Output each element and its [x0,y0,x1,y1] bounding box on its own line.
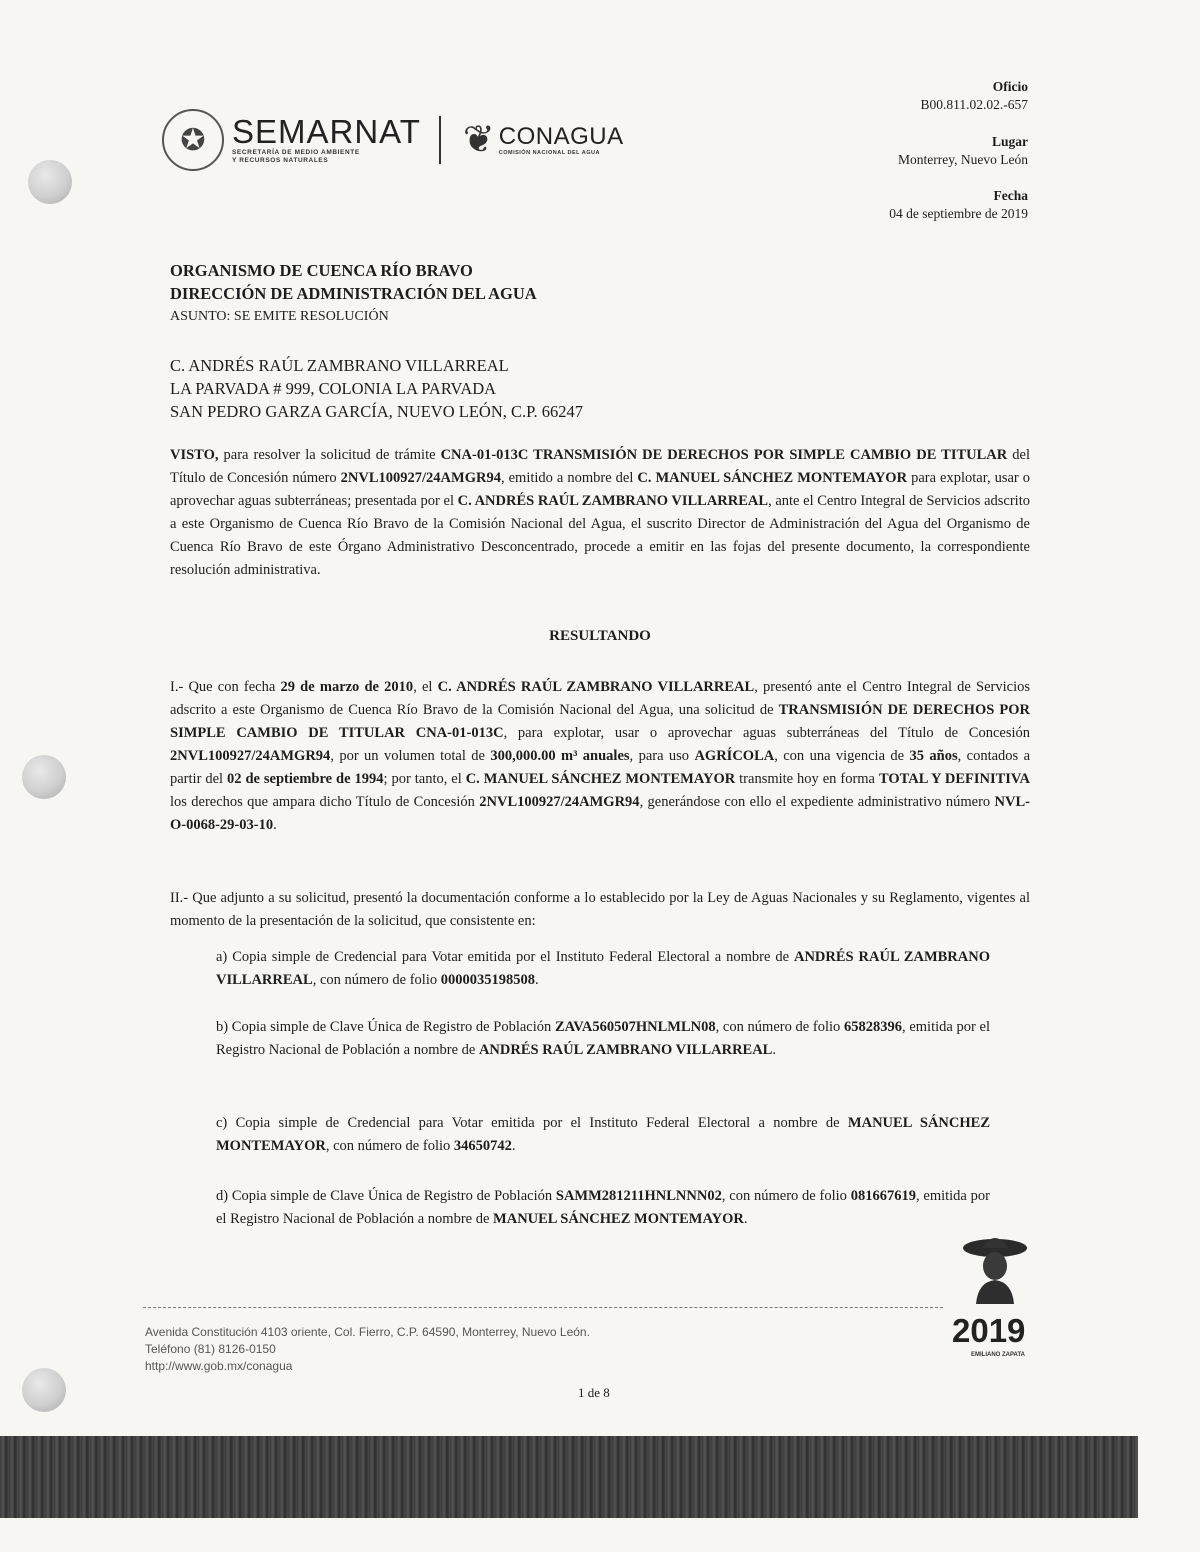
section-title: RESULTANDO [549,628,651,644]
scan-artifact-band [0,1436,1138,1518]
recipient-name: C. ANDRÉS RAÚL ZAMBRANO VILLARREAL [170,356,509,375]
text-bold: AGRÍCOLA [694,748,775,764]
lugar-value: Monterrey, Nuevo León [898,152,1028,167]
text-bold: ZAVA560507HNLMLN08 [554,1019,716,1035]
footer-contact [145,1324,590,1375]
text: . [511,1138,516,1154]
text: para resolver la solicitud de trámite [218,447,441,463]
text: a) Copia simple de Credencial para Votar emitida por el Instituto Federal Electoral a nombre de [216,949,794,965]
text: , para explotar, usar o aprovechar aguas subterráneas del Título de Concesión [503,725,1030,741]
text: , emitido a nombre del [500,470,638,486]
item-b [216,1016,990,1062]
text-bold: C. ANDRÉS RAÚL ZAMBRANO VILLARREAL [437,679,755,695]
text-bold: 02 de septiembre de 1994 [227,771,384,787]
visto-paragraph [170,444,1030,582]
text-bold: CNA-01-013C TRANSMISIÓN DE DERECHOS POR SIMPLE CAMBIO DE TITULAR [440,447,1008,463]
semarnat-wordmark: SEMARNAT [232,113,421,150]
text: los derechos que ampara dicho Título de Concesión [170,794,480,810]
text: ; por tanto, el [383,771,466,787]
text-bold: MANUEL SÁNCHEZ MONTEMAYOR [493,1211,744,1227]
lugar-label: Lugar [991,134,1028,149]
punch-hole [22,1368,66,1412]
text-bold: ANDRÉS RAÚL ZAMBRANO VILLARREAL [216,949,990,988]
footer-url[interactable]: http://www.gob.mx/conagua [145,1359,293,1373]
footer-address: Avenida Constitución 4103 oriente, Col. Fierro, C.P. 64590, Monterrey, Nuevo León. [145,1325,590,1339]
recipient-city: SAN PEDRO GARZA GARCÍA, NUEVO LEÓN, C.P. 66247 [170,402,583,421]
footer-divider [143,1307,943,1308]
text: , emitida por el Registro Nacional de Población a nombre de [216,1188,990,1227]
text: . [743,1211,748,1227]
text-bold: 65828396 [844,1019,902,1035]
text-bold: TRANSMISIÓN DE DERECHOS POR SIMPLE CAMBIO DE TITULAR CNA-01-013C [170,702,1030,741]
zapata-portrait-icon [962,1228,1028,1304]
text: , con número de folio [325,1138,454,1154]
text: para explotar, usar o aprovechar aguas subterráneas; presentada por el [170,470,1030,509]
text-bold: ANDRÉS RAÚL ZAMBRANO VILLARREAL [478,1042,773,1058]
text: b) Copia simple de Clave Única de Registro de Población [216,1019,555,1035]
year-emblem: 2019 [952,1312,1026,1349]
text-bold: 2NVL100927/24AMGR94 [479,794,640,810]
text: . [273,817,277,833]
text-bold: C. ANDRÉS RAÚL ZAMBRANO VILLARREAL [457,493,769,509]
text-bold: 300,000.00 m³ anuales [490,748,630,764]
item-a [216,946,990,992]
text: c) Copia simple de Credencial para Votar emitida por el Instituto Federal Electoral a nombre de [216,1115,848,1131]
text-bold: 2NVL100927/24AMGR94 [340,470,501,486]
organism-heading [170,259,537,328]
text: , para uso [629,748,695,764]
item-d [216,1185,990,1231]
text: , contados a partir del [170,748,1031,787]
text-bold: 29 de marzo de 2010 [280,679,414,695]
page-number: 1 de 8 [578,1385,610,1400]
conagua-wordmark: CONAGUA [498,122,624,150]
text: , emitida por el Registro Nacional de Población a nombre de [216,1019,990,1058]
text-bold: C. MANUEL SÁNCHEZ MONTEMAYOR [637,470,908,486]
text: , con número de folio [721,1188,851,1204]
semarnat-subtitle: SECRETARÍA DE MEDIO AMBIENTE [232,149,360,156]
text-bold: 34650742 [453,1138,512,1154]
text-bold: VISTO, [170,447,219,463]
text: transmite hoy en forma [735,771,879,787]
year-emblem-subtitle: EMILIANO ZAPATA [971,1352,1025,1358]
water-drop-icon: ❦ [462,119,495,161]
text: . [772,1042,776,1058]
text-bold: MANUEL SÁNCHEZ MONTEMAYOR [216,1115,990,1154]
text: I.- Que con fecha [170,679,281,695]
text: d) Copia simple de Clave Única de Registro de Población [216,1188,556,1204]
recipient-address: LA PARVADA # 999, COLONIA LA PARVADA [170,379,497,398]
text: , presentó ante el Centro Integral de Servicios adscrito a este Organismo de Cuenca Río Bravo de la Comisión Nacional del Agua, una solicitud de [170,679,1031,718]
text-bold: NVL-O-0068-29-03-10 [170,794,1030,833]
fecha-label: Fecha [993,188,1028,203]
text: , con número de folio [715,1019,844,1035]
text-bold: 081667619 [850,1188,916,1204]
semarnat-subtitle: Y RECURSOS NATURALES [232,157,329,164]
punch-hole [22,755,66,799]
organism-name: ORGANISMO DE CUENCA RÍO BRAVO [170,261,473,280]
text: , ante el Centro Integral de Servicios adscrito a este Organismo de Cuenca Río Bravo de la Comisión Nacional del Agua, el suscrito Director de Administración del Agua del Organismo de Cuenca Río Bravo de este Órgano Administrativo Desconcentrado, procede a emitir en las fojas del presente documento, la correspondiente resolución administrativa. [170,493,1030,578]
asunto: ASUNTO: SE EMITE RESOLUCIÓN [170,309,389,324]
text-bold: 2NVL100927/24AMGR94 [170,748,331,764]
conagua-logo [499,124,624,157]
text-bold: SAMM281211HNLNNN02 [555,1188,722,1204]
text: del Título de Concesión número [170,447,1031,486]
fecha-block [889,187,1028,223]
direction-name: DIRECCIÓN DE ADMINISTRACIÓN DEL AGUA [170,284,537,303]
logo-divider [439,116,441,164]
text: , el [413,679,438,695]
oficio-value: B00.811.02.02.-657 [920,97,1028,112]
item-c [216,1112,990,1158]
header-logos [162,108,624,172]
mexico-seal-icon: ✪ [162,109,224,171]
text-bold: 0000035198508 [440,972,535,988]
punch-hole [28,160,72,204]
text-bold: C. MANUEL SÁNCHEZ MONTEMAYOR [465,771,736,787]
text: , con número de folio [312,972,441,988]
text: . [535,972,539,988]
oficio-block [921,78,1029,114]
semarnat-logo [232,115,421,165]
text: , por un volumen total de [330,748,491,764]
text-bold: TOTAL Y DEFINITIVA [878,771,1030,787]
recipient-block [170,354,583,423]
lugar-block [898,133,1028,169]
resultando-i [170,676,1030,837]
conagua-subtitle: COMISIÓN NACIONAL DEL AGUA [498,149,600,156]
resultando-ii: II.- Que adjunto a su solicitud, presentó la documentación conforme a lo establecido por la Ley de Aguas Nacionales y su Reglamento, vigentes al momento de la presentación de la solicitud, que consistente en: [170,890,1030,929]
text-bold: 35 años [909,748,958,764]
footer-phone: Teléfono (81) 8126-0150 [145,1342,276,1356]
text: , generándose con ello el expediente administrativo número [639,794,995,810]
text: , con una vigencia de [774,748,910,764]
oficio-label: Oficio [992,79,1028,94]
fecha-value: 04 de septiembre de 2019 [889,206,1028,221]
